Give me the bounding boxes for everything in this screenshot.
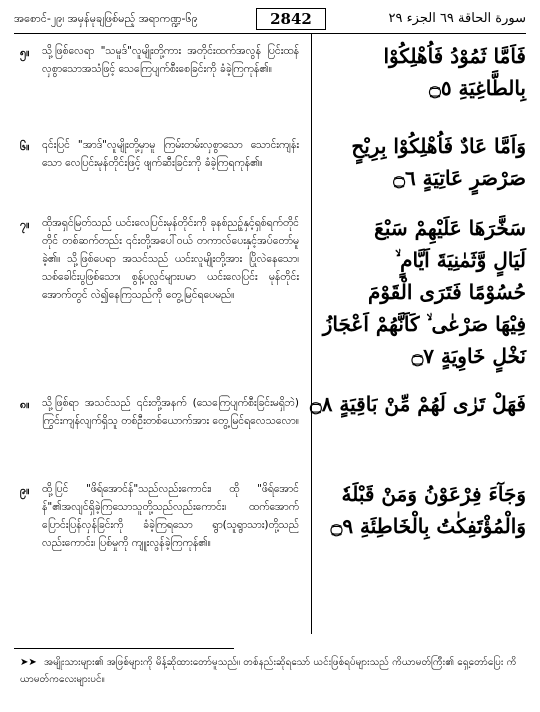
- verse-text: သို့ဖြစ်ရာ အသင်သည် ၎င်းတို့အနက် (သေကြေပျက်စီးခြင်းမရှိဘဲ) ကြွင်းကျန်လျက်ရှိသူ တစ်ဦးတစ်ယောက်အား တွေ့မြင်ရလေသလော။: [42, 397, 299, 427]
- arabic-verse: [320, 130, 526, 194]
- verse-translation: [42, 42, 299, 78]
- verse-text: သို့ဖြစ်လေရာ "သမူဒ်"လူမျိုးတို့ကား အတိုင်းထက်အလွန် ပြင်းထန်လှစွာသောအသံဖြင့် သေကြေပျက်စီးစေခြင်းကို ခံခဲ့ကြကုန်၏။: [42, 45, 299, 75]
- arabic-verse: [320, 478, 526, 542]
- arabic-line: وَاَمَّا عَادٌ فَاُهْلِكُوْا بِرِيْحٍ: [351, 134, 526, 158]
- page-header: [14, 8, 526, 30]
- arabic-line: لَيَالٍ وَّثَمٰنِيَةَ اَيَّامٍ ۙ: [395, 248, 526, 272]
- column-divider: [311, 34, 312, 634]
- page-number: 2842: [256, 8, 326, 30]
- arabic-line: حُسُوْمًا فَتَرَى الْقَوْمَ: [367, 280, 526, 304]
- footnote-rule: [14, 648, 234, 649]
- header-rule: [14, 33, 526, 34]
- header-surah-info: سورة الحاقة ٦٩ الجزء ٢٩: [388, 11, 526, 26]
- arabic-line: وَجَآءَ فِرْعَوْنُ وَمَنْ قَبْلَهٗ: [341, 482, 526, 506]
- verse-text: ထိုအရှင်မြတ်သည် ယင်းလေပြင်းမုန်တိုင်းကို ခုနစ်ညဉ့်နှင့်ရှစ်ရက်တိုင်တိုင် တစ်ဆက်တည်း ၎င်းတို့အပေါ်ဝယ် တကာလ်ပေးနှင့်အပ်တော်မူခဲ့၏။ သို့ဖြစ်ပေရာ အသင်သည် ယင်းလူမျိုးတို့အား ပြိုလဲနေသော၊ သစ်ခေါင်းပွဖြစ်သော၊ စွန့်ပလ္လင်များပမာ ယင်းလေပြင်း မုန်တိုင်းအောက်တွင် လဲ၍နေကြသည်ကို တွေ့မြင်ရပေမည်။: [42, 217, 299, 301]
- verse-translation: [42, 394, 299, 430]
- arabic-line: نَخْلٍ خَاوِيَةٍ ۝٧: [411, 344, 526, 368]
- arabic-line: فِيْهَا صَرْعٰى ۙ كَاَنَّهُمْ اَعْجَازُ: [322, 312, 526, 336]
- verse-number: ၆။: [20, 140, 30, 153]
- arabic-verse: [320, 40, 526, 104]
- arabic-verse: [309, 388, 526, 420]
- arabic-line: سَخَّرَهَا عَلَيْهِمْ سَبْعَ: [374, 216, 526, 240]
- arabic-line: وَالْمُؤْتَفِكٰتُ بِالْخَاطِئَةِ ۝٩: [330, 514, 526, 538]
- verse-number: ၈။: [20, 398, 30, 411]
- arabic-verse: [320, 212, 526, 372]
- verse-translation: [42, 214, 299, 304]
- verse-text: ထို့ပြင် "ဖိရ်အောင်န်"သည်လည်းကောင်း၊ ထို "ဖိရ်အောင်န်"၏အလျင်ရှိခဲ့ကြသောသူတို့သည်လည်းကောင်း၊ ထက်အောက် ပြောင်းပြန်လှန်ခြင်းကို ခံခဲ့ကြရသော ရွာ(သူရွာသား)တို့သည်လည်းကောင်း၊ ပြစ်မှုကို ကျူးလွန်ခဲ့ကြကုန်၏။: [42, 483, 299, 549]
- footnote-text: အမျိုးသားများ၏ အဖြစ်များကို မိန့်ဆိုထားတော်မူသည်။ တစ်နည်းဆိုရသော် ယင်းဖြစ်ရပ်များသည် ကိယာမတ်ကြီး၏ ရှေ့တော်ပြေး ကိယာမတ်ကလေးများပင်။: [20, 657, 517, 685]
- verse-translation: [42, 480, 299, 552]
- verse-number: ၅။: [20, 46, 30, 59]
- arabic-line: فَهَلْ تَرٰى لَهُمْ مِّنْ بَاقِيَةٍ ۝٨: [309, 392, 526, 416]
- verse-translation: [42, 136, 299, 172]
- arabic-line: صَرْصَرٍ عَاتِيَةٍ ۝٦: [393, 166, 526, 190]
- verse-number: ၉။: [20, 484, 30, 497]
- footnote-marker-icon: ➤➤: [20, 657, 37, 668]
- verse-number: ၇။: [20, 218, 30, 231]
- header-chapter-info: အစောင်-၂၉၊ အမှန်မုချဖြစ်မည့် အရာကဏ္ဍ-၆၉: [14, 12, 198, 25]
- footnote: [20, 654, 528, 688]
- arabic-line: فَاَمَّا ثَمُوْدُ فَاُهْلِكُوْا: [383, 44, 526, 68]
- verse-text: ၎င်းပြင် "အာဒ်"လူမျိုးတို့မှာမူ ကြမ်းတမ်းလှစွာသော သောင်းကျန်းသော လေပြင်းမုန်တိုင်းဖြင့် ဖျက်ဆီးခြင်းကို ခံခဲ့ကြရကုန်၏။: [42, 139, 299, 169]
- arabic-line: بِالطَّاغِيَةِ ۝٥: [429, 76, 526, 100]
